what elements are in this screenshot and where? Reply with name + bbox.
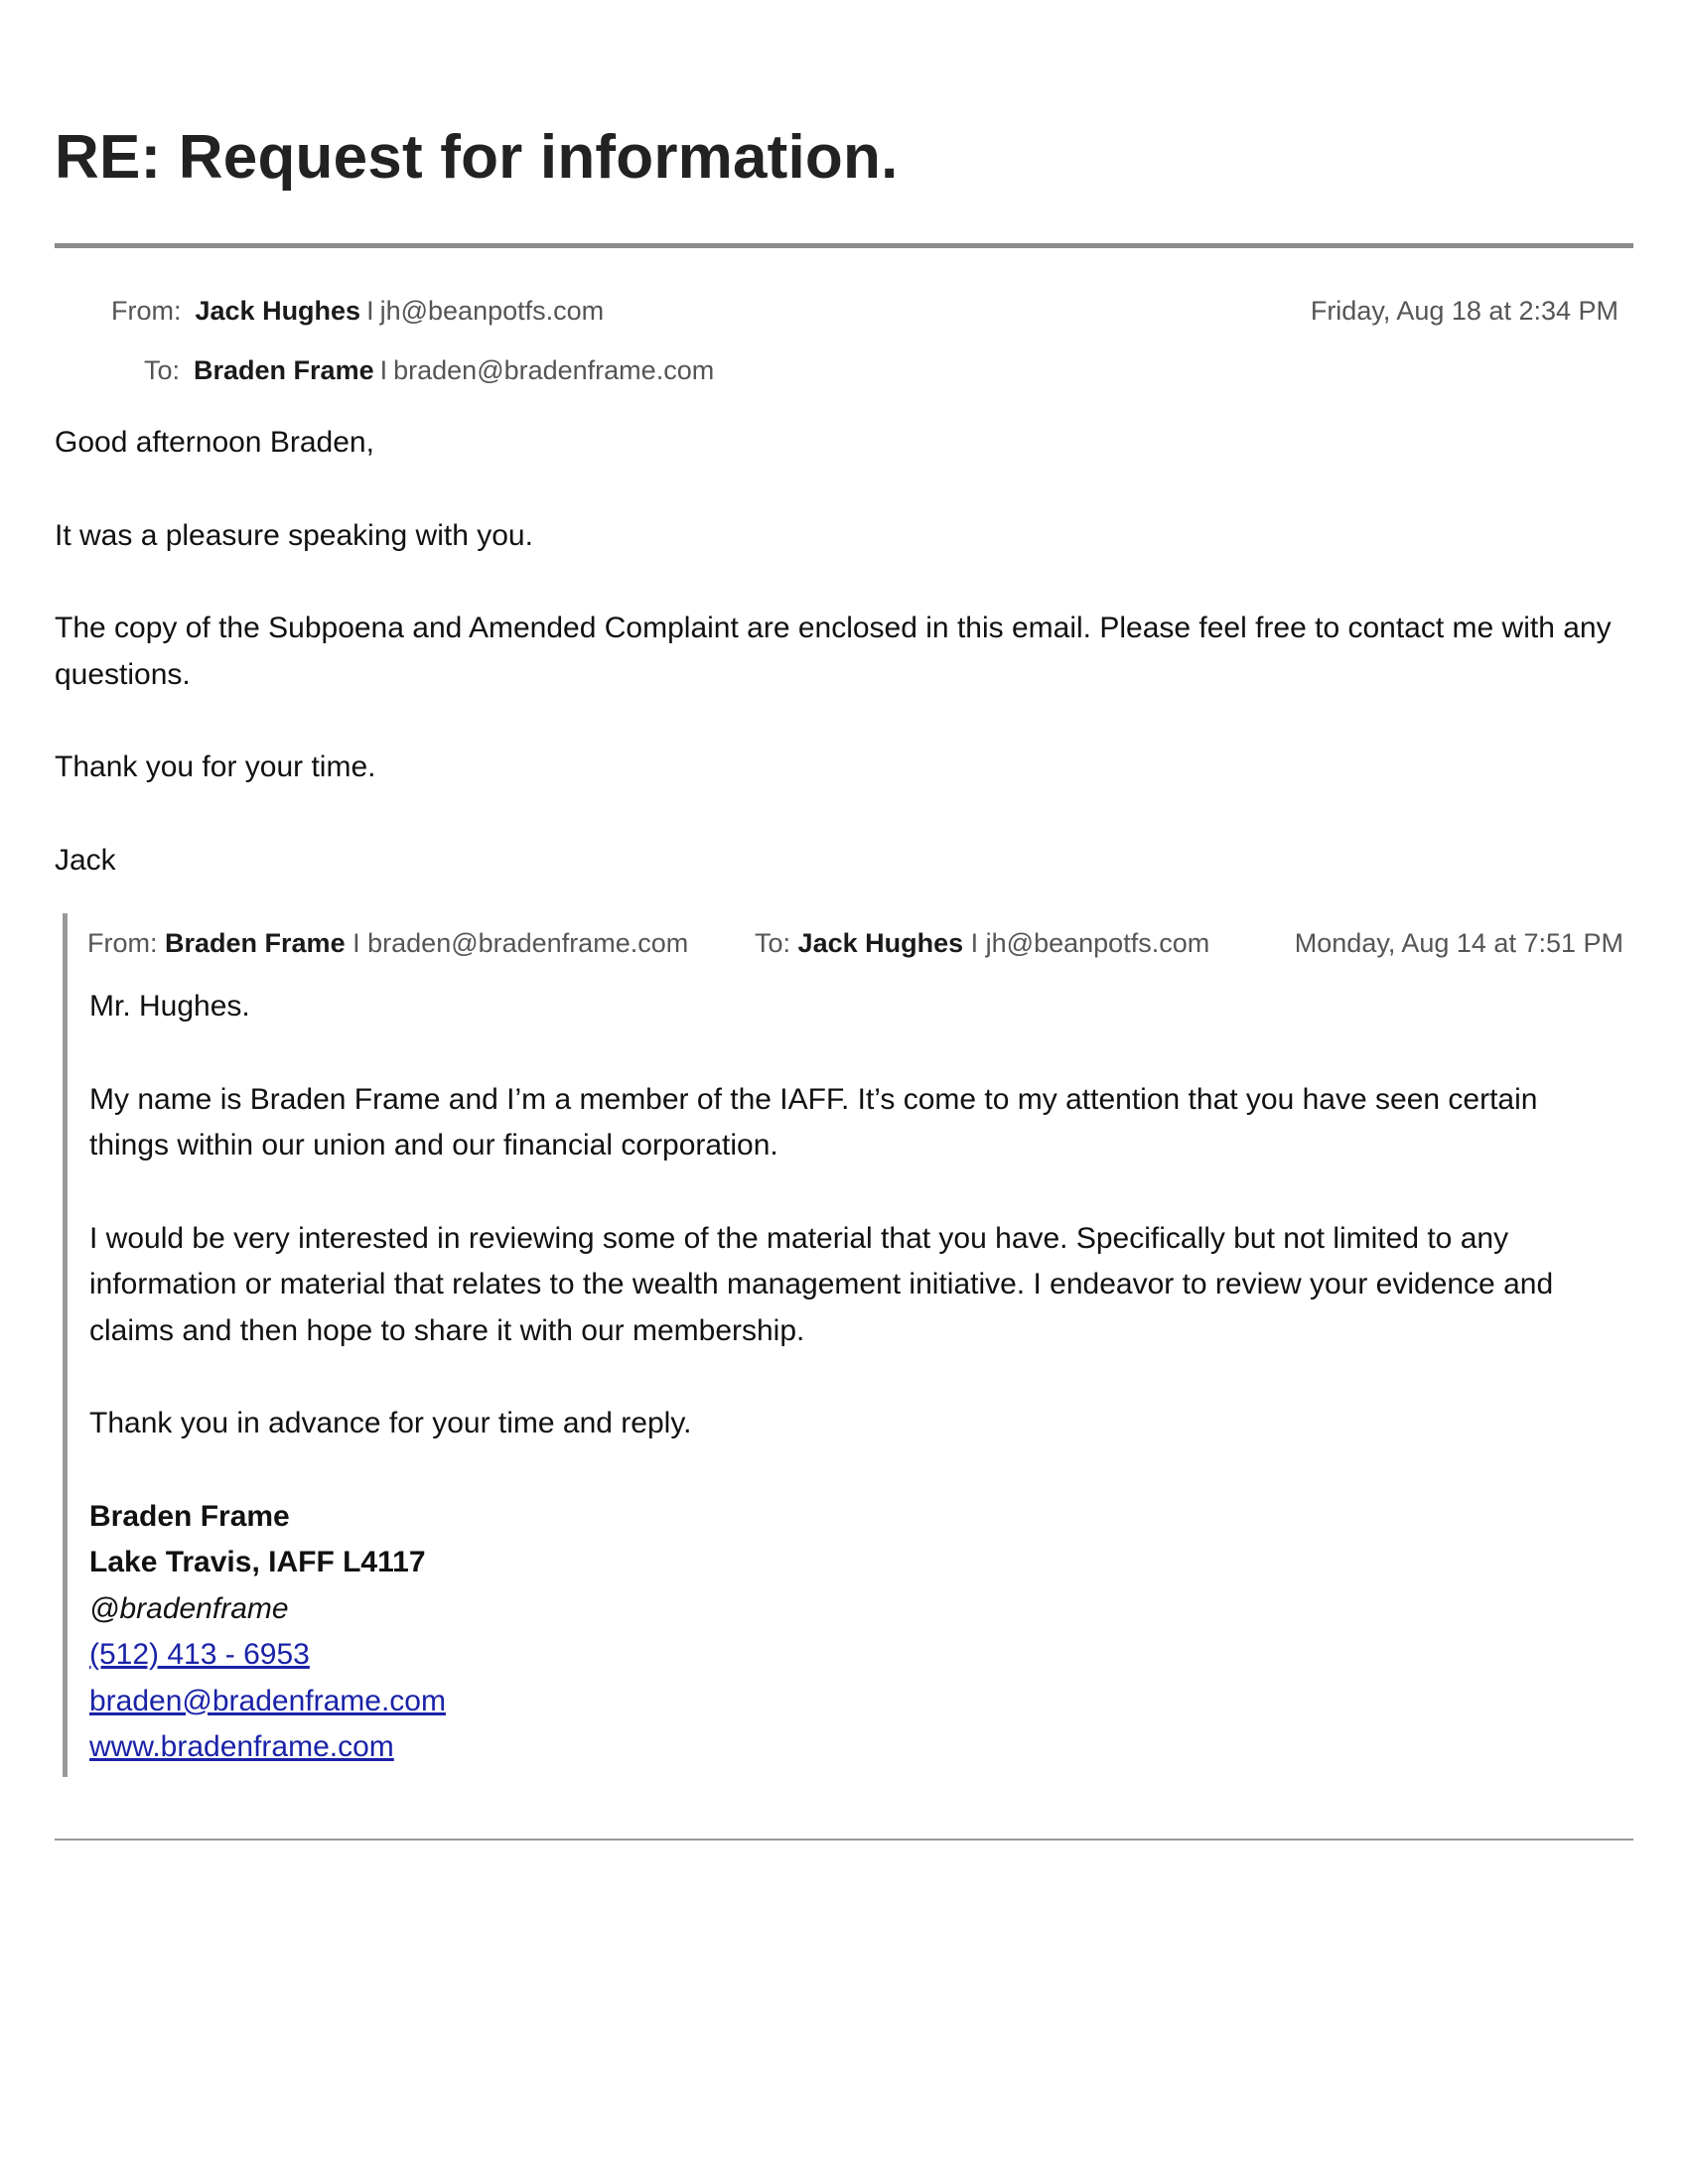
quoted-to-name[interactable]: Jack Hughes [797,928,964,958]
signature [89,1494,1618,1771]
message-paragraph: It was a pleasure speaking with you. [55,518,533,552]
quoted-paragraph: My name is Braden Frame and I’m a member of the IAFF. It’s come to my attention that you have seen certain things within our union and our financial corporation. [89,1082,1538,1161]
to-separator: I [379,355,388,385]
message-paragraph: Good afternoon Braden, [55,426,374,459]
quoted-to-email[interactable]: jh@beanpotfs.com [985,928,1210,958]
quoted-paragraph: Mr. Hughes. [89,990,250,1023]
to-email[interactable]: braden@bradenframe.com [393,355,715,385]
quoted-body [89,984,1618,1771]
message-from [111,298,604,325]
message-paragraph: Jack [55,843,116,877]
email-subject: RE: Request for information. [55,123,899,192]
footer-divider [55,1839,1633,1841]
quoted-from-separator: I [352,928,360,958]
quoted-to-separator: I [970,928,979,958]
quoted-paragraph: I would be very interested in reviewing some of the material that you have. Specifically but not limited to any information or material that relates to the wealth management initiative. I endeavor to review your evidence and claims and then hope to share it with our membership. [89,1221,1554,1347]
quoted-to-label: To: [755,928,791,958]
signature-handle: @bradenframe [89,1591,289,1625]
signature-email-link[interactable]: braden@bradenframe.com [89,1684,446,1717]
from-name[interactable]: Jack Hughes [195,296,361,326]
from-email[interactable]: jh@beanpotfs.com [379,296,605,326]
signature-org: Lake Travis, IAFF L4117 [89,1546,426,1578]
quoted-message [63,913,1638,1777]
signature-name: Braden Frame [89,1499,290,1533]
from-separator: I [366,296,374,326]
quoted-from-name[interactable]: Braden Frame [165,928,346,958]
from-label: From: [111,296,182,326]
header-divider [55,243,1633,248]
quoted-from-email[interactable]: braden@bradenframe.com [367,928,689,958]
to-label: To: [144,355,181,385]
to-name[interactable]: Braden Frame [194,355,374,385]
message-body [55,420,1633,930]
message-paragraph: The copy of the Subpoena and Amended Complaint are enclosed in this email. Please feel free to contact me with any questions. [55,612,1612,691]
message-to [144,357,714,384]
quoted-from [87,930,688,957]
quoted-to [755,930,1209,957]
message-paragraph: Thank you for your time. [55,751,376,783]
message-date: Friday, Aug 18 at 2:34 PM [1310,296,1618,326]
quoted-date: Monday, Aug 14 at 7:51 PM [1294,928,1623,958]
quoted-from-label: From: [87,928,158,958]
quoted-paragraph: Thank you in advance for your time and reply. [89,1407,692,1439]
signature-website-link[interactable]: www.bradenframe.com [89,1730,394,1763]
signature-phone-link[interactable]: (512) 413 - 6953 [89,1638,310,1671]
